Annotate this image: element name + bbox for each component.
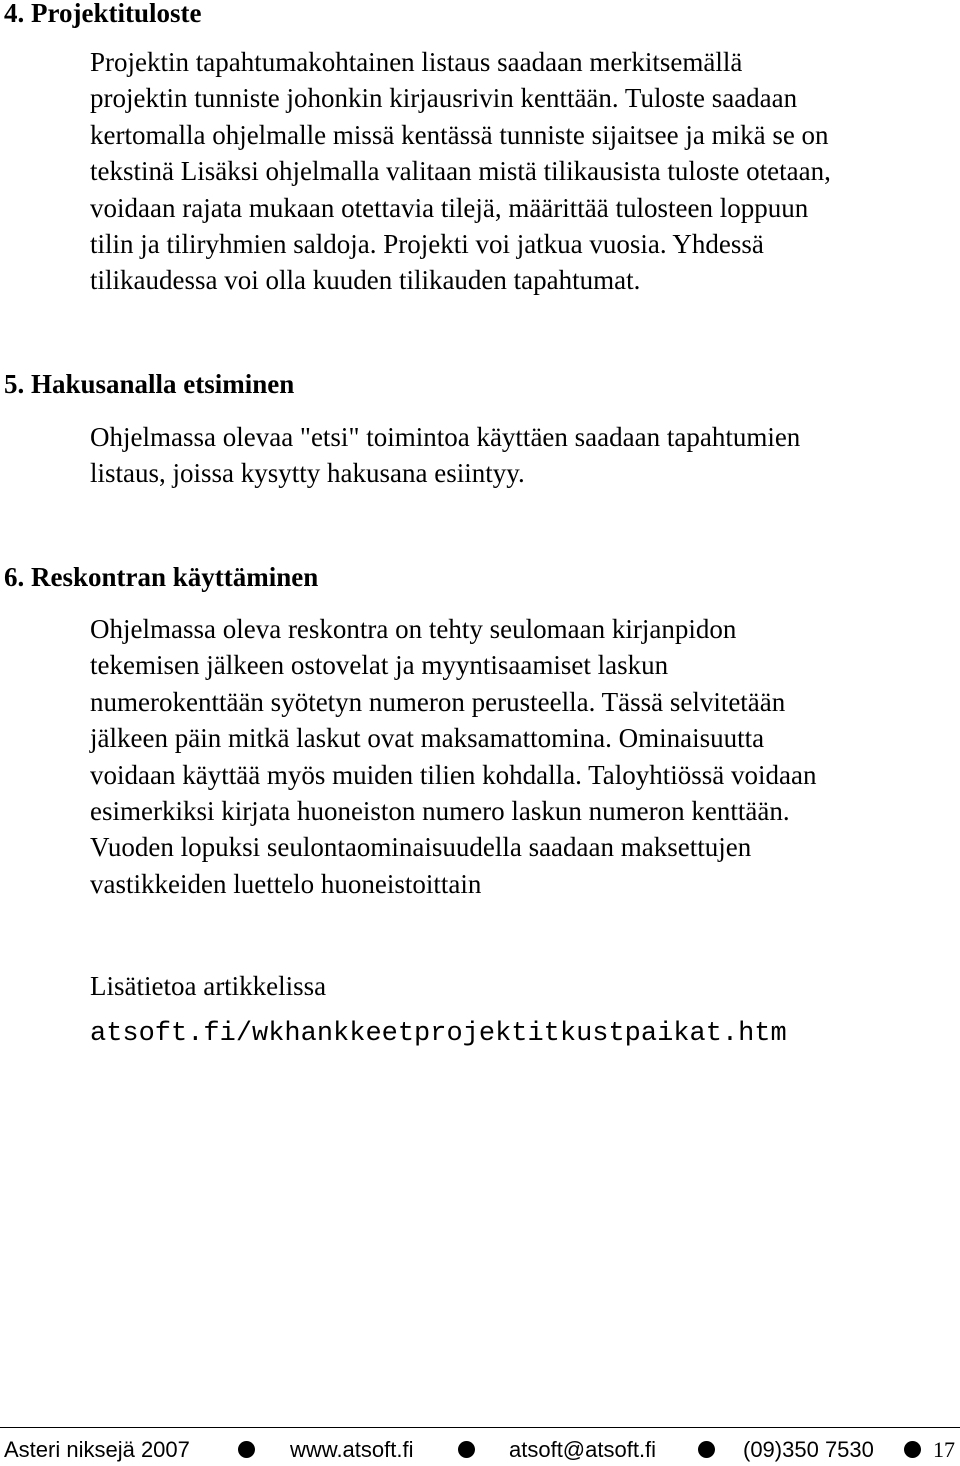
- more-info-label: Lisätietoa artikkelissa: [90, 971, 327, 1001]
- section-5-heading: 5. Hakusanalla etsiminen: [4, 369, 295, 399]
- paragraph-line: Ohjelmassa oleva reskontra on tehty seulomaan kirjanpidon: [90, 614, 737, 644]
- paragraph-line: kertomalla ohjelmalle missä kentässä tunniste sijaitsee ja mikä se on: [90, 119, 829, 150]
- paragraph-line: voidaan rajata mukaan otettavia tilejä, määrittää tulosteen loppuun: [90, 192, 809, 223]
- section-4-heading: 4. Projektituloste: [4, 0, 202, 28]
- paragraph-line: Ohjelmassa olevaa "etsi" toimintoa käyttäen saadaan tapahtumien: [90, 422, 801, 452]
- paragraph-line: tekemisen jälkeen ostovelat ja myyntisaamiset laskun: [90, 650, 669, 681]
- section-6-heading: 6. Reskontran käyttäminen: [4, 562, 319, 592]
- bullet-icon: [698, 1441, 715, 1458]
- bullet-icon: [904, 1441, 921, 1458]
- paragraph-line: tekstinä Lisäksi ohjelmalla valitaan mistä tilikausista tuloste otetaan,: [90, 156, 831, 187]
- section-4-paragraph: [90, 44, 956, 299]
- section-6-paragraph: [90, 611, 956, 902]
- paragraph-line: numerokenttään syötetyn numeron perusteella. Tässä selvitetään: [90, 686, 786, 717]
- paragraph-line: tilikaudessa voi olla kuuden tilikauden tapahtumat.: [90, 265, 641, 296]
- paragraph-line: Vuoden lopuksi seulontaominaisuudella saadaan maksettujen: [90, 832, 752, 863]
- bullet-icon: [238, 1441, 255, 1458]
- footer-website-link[interactable]: www.atsoft.fi: [290, 1437, 414, 1462]
- bullet-icon: [458, 1441, 475, 1458]
- section-5-paragraph: [90, 419, 956, 492]
- paragraph-line: esimerkiksi kirjata huoneiston numero laskun numeron kenttään.: [90, 796, 790, 827]
- paragraph-line: vastikkeiden luettelo huoneistoittain: [90, 868, 482, 899]
- paragraph-line: projektin tunniste johonkin kirjausrivin kenttään. Tuloste saadaan: [90, 83, 798, 114]
- footer-phone: (09)350 7530: [743, 1437, 874, 1462]
- article-link[interactable]: atsoft.fi/wkhankkeetprojektitkustpaikat.htm: [90, 1019, 787, 1049]
- page-number: 17: [933, 1437, 955, 1462]
- footer-title: Asteri niksejä 2007: [4, 1437, 190, 1462]
- paragraph-line: listaus, joissa kysytty hakusana esiintyy.: [90, 458, 525, 489]
- paragraph-line: voidaan käyttää myös muiden tilien kohdalla. Taloyhtiössä voidaan: [90, 759, 817, 790]
- page-footer: [0, 1427, 960, 1466]
- paragraph-line: tilin ja tiliryhmien saldoja. Projekti voi jatkua vuosia. Yhdessä: [90, 229, 764, 260]
- paragraph-line: Projektin tapahtumakohtainen listaus saadaan merkitsemällä: [90, 47, 743, 77]
- paragraph-line: jälkeen päin mitkä laskut ovat maksamattomina. Ominaisuutta: [90, 723, 765, 754]
- footer-email-link[interactable]: atsoft@atsoft.fi: [509, 1437, 657, 1462]
